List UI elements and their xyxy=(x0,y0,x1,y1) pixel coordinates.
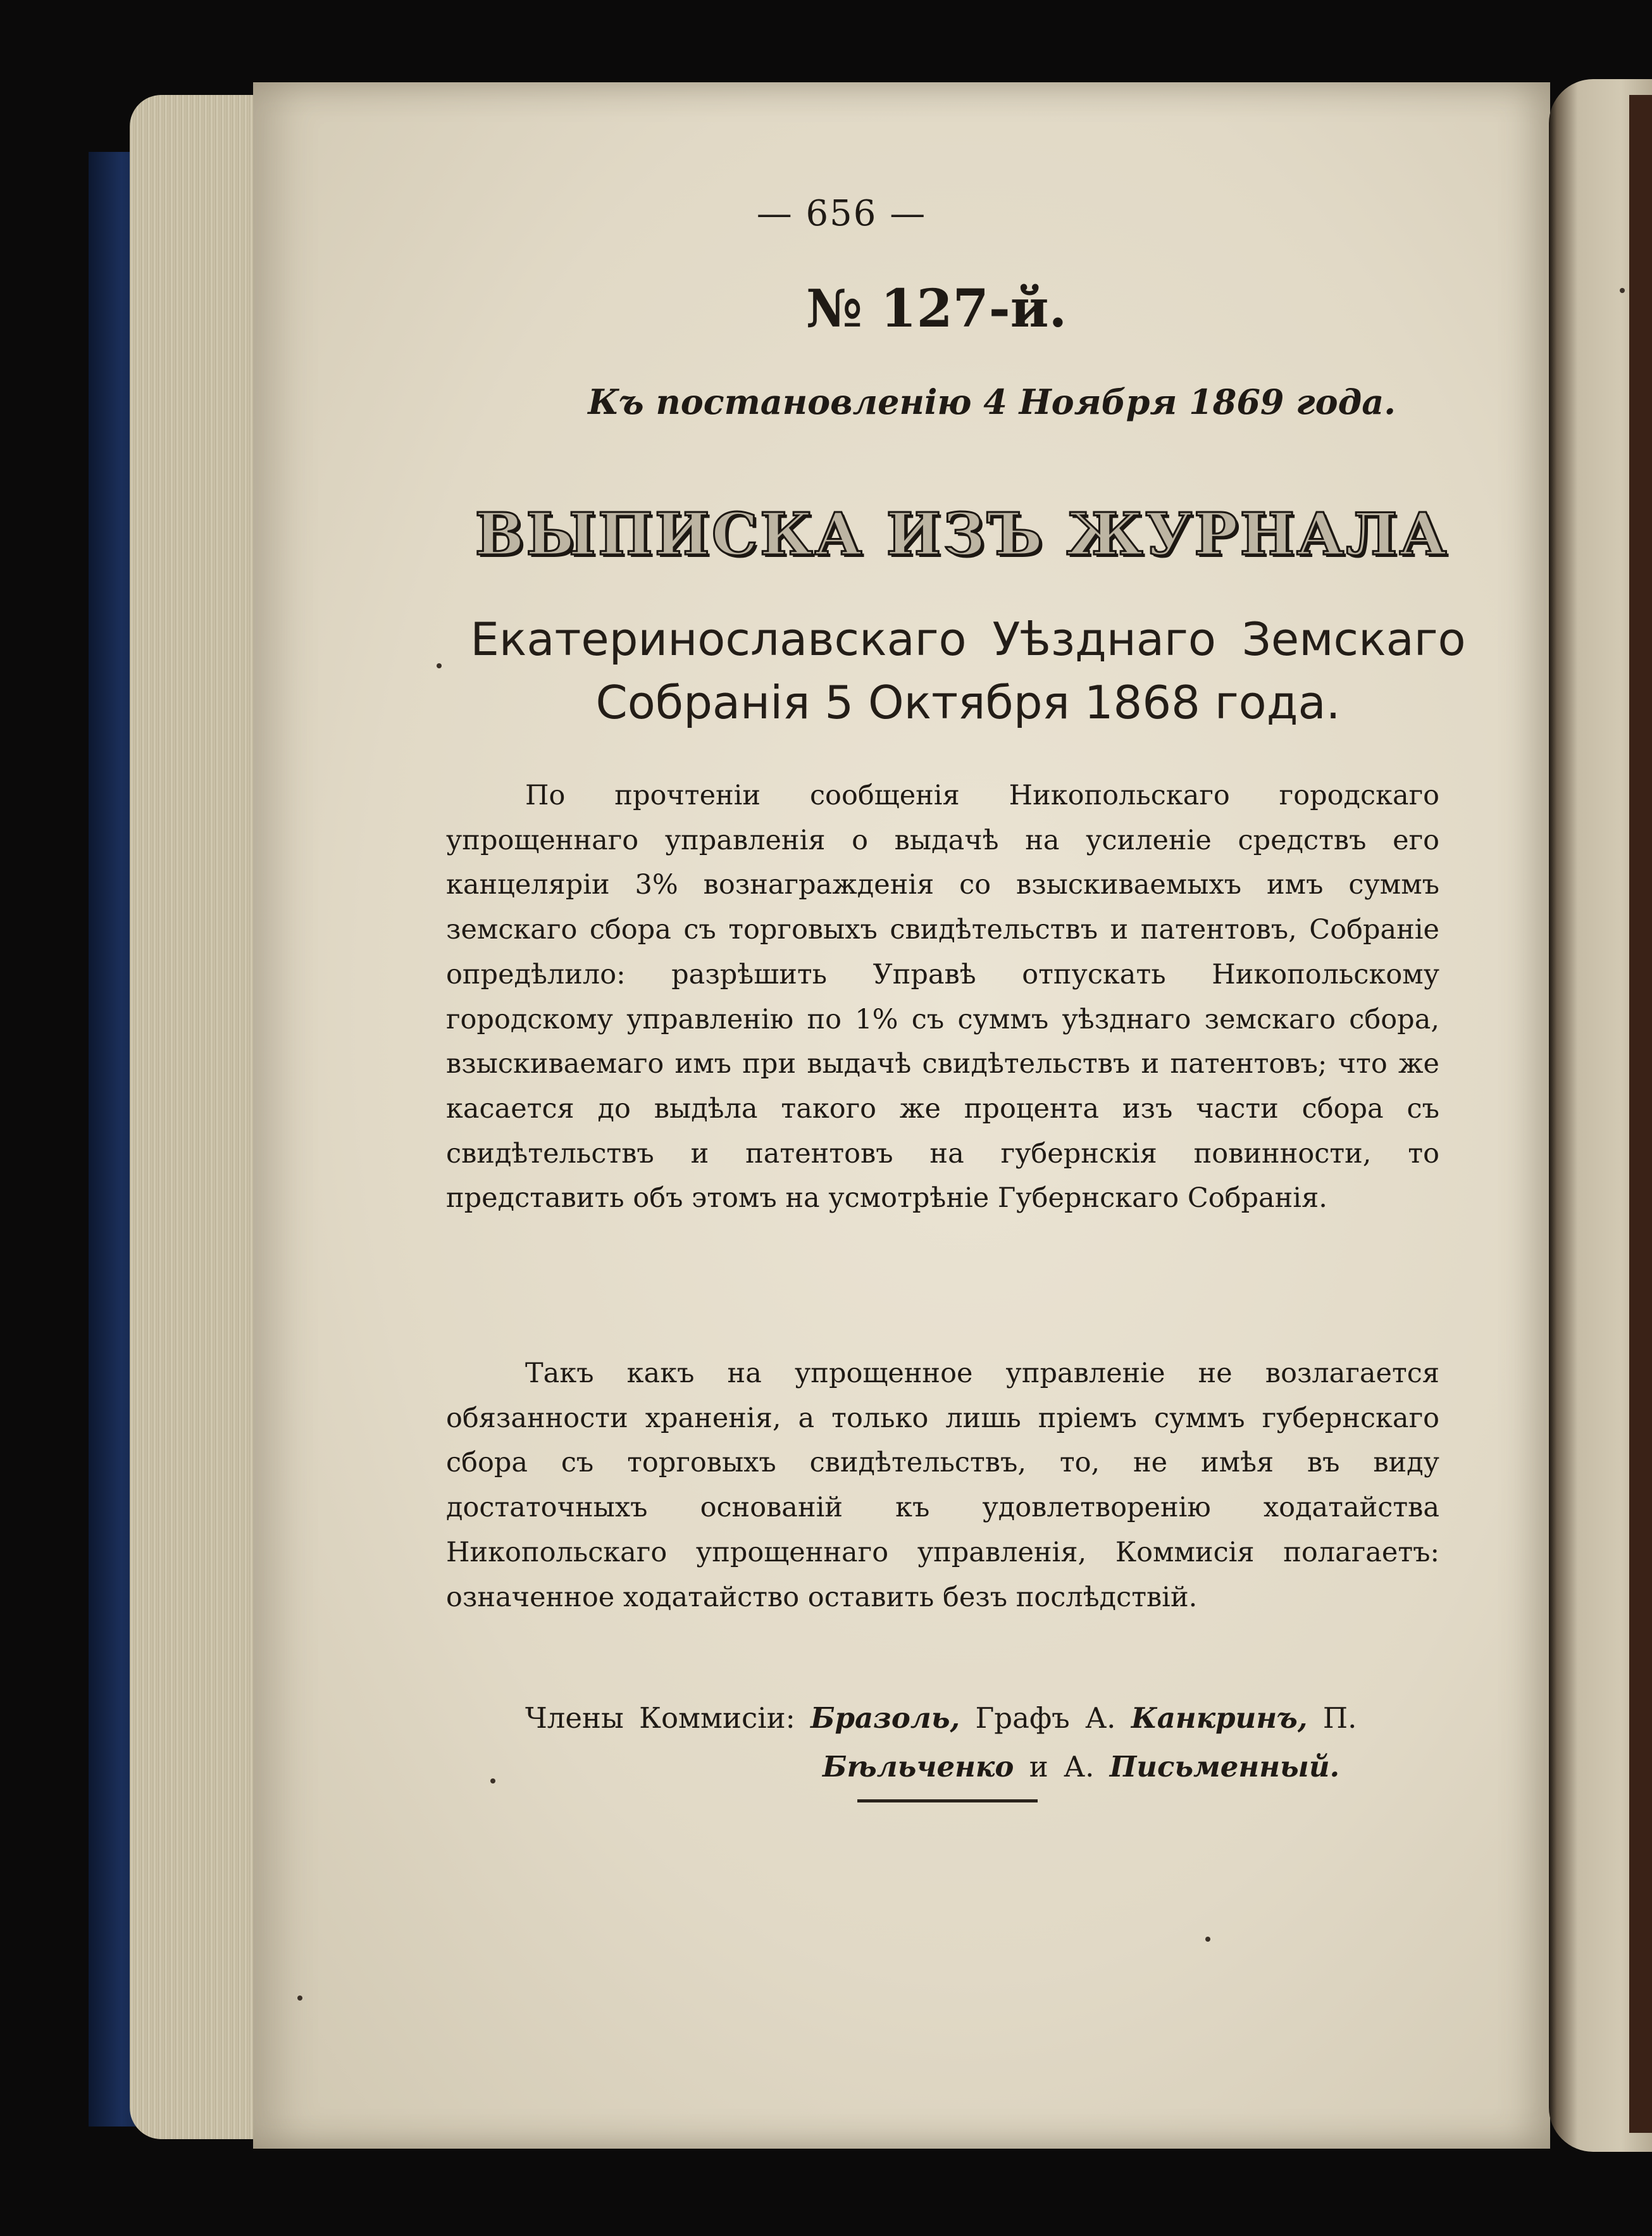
document-number: № 127-й. xyxy=(805,278,1067,339)
speck-mark xyxy=(1620,288,1625,293)
paragraph-2: Такъ какъ на упрощенное управленіе не возлагается обязанности храненія, а только лишь пріемъ суммъ губернскаго сбора съ торговыхъ свидѣтельствъ, то, не имѣя въ виду достаточныхъ основаній къ удовлетворенію ходатайства Никопольскаго упрощеннаго управленія, Коммисія полагаетъ: означенное ходатайство оставить безъ послѣдствій. xyxy=(446,1358,1439,1613)
document-subtitle: Къ постановленію 4 Ноября 1869 года. xyxy=(588,382,1396,422)
speck-mark xyxy=(1205,1937,1210,1942)
conjunction-text: и А. xyxy=(1029,1750,1095,1783)
member-name-3: Бѣльченко xyxy=(823,1750,1014,1783)
signatures-label: Члены Коммисіи: xyxy=(525,1701,795,1735)
member-initial-3: П. xyxy=(1322,1701,1357,1735)
member-name-2: Канкринъ, xyxy=(1131,1701,1308,1735)
title-line-1: Екатеринославскаго Уѣзднаго Земскаго xyxy=(470,613,1466,666)
page-number: — 656 — xyxy=(756,193,927,234)
member-title-2: Графъ А. xyxy=(975,1701,1116,1735)
speck-mark xyxy=(297,1996,302,2001)
document-heading: ВЫПИСКА ИЗЪ ЖУРНАЛА xyxy=(475,500,1449,568)
paragraph-1: По прочтеніи сообщенія Никопольскаго городскаго упрощеннаго управленія о выдачѣ на усиленіе средствъ его канцеляріи 3% вознагражденія со взыскиваемыхъ имъ суммъ земскаго сбора съ торговыхъ свидѣтельствъ и патентовъ, Собраніе опредѣлило: разрѣшить Управѣ отпускать Никопольскому городскому управленію по 1% съ суммъ уѣзднаго земскаго сбора, взыскиваемаго имъ при выдачѣ свидѣтельствъ и патентовъ; что же касается до выдѣла такого же процента изъ части сбора съ свидѣтельствъ и патентовъ на губернскія повинности, то представить объ этомъ на усмотрѣніе Губернскаго Собранія. xyxy=(446,780,1439,1215)
signatures-line-2 xyxy=(823,1750,1339,1783)
closing-rule xyxy=(857,1799,1038,1802)
signatures-line-1 xyxy=(525,1701,1357,1735)
member-name-1: Бразоль, xyxy=(810,1701,960,1735)
speck-mark xyxy=(437,663,442,668)
member-name-4: Письменный. xyxy=(1109,1750,1340,1783)
speck-mark xyxy=(490,1778,495,1783)
title-line-2: Собранія 5 Октября 1868 года. xyxy=(595,676,1341,729)
